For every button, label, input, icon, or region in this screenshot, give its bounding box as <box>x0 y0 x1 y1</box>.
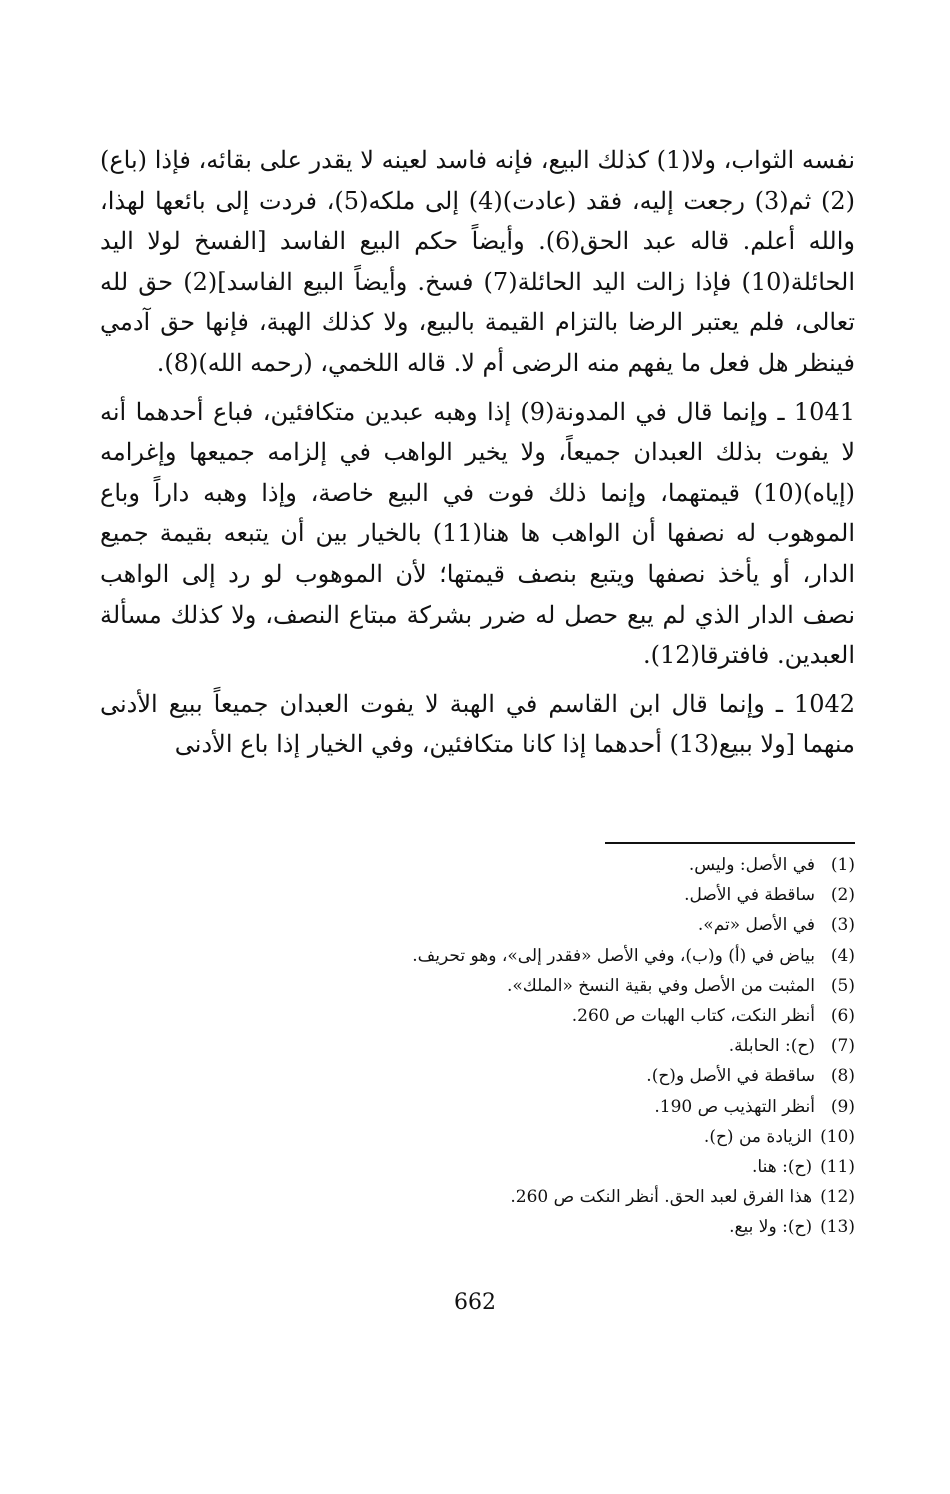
paragraph-number: 1041 ـ <box>777 397 855 426</box>
footnote <box>155 941 855 971</box>
footnote <box>155 850 855 880</box>
footnote-number: (3) <box>830 915 855 936</box>
footnote-text: (ح): الحابلة. <box>728 1036 815 1057</box>
footnote-text: المثبت من الأصل وفي بقية النسخ «الملك». <box>506 975 815 996</box>
paragraph-text: وإنما قال في المدونة(9) إذا وهبه عبدين متكافئين، فباع أحدهما أنه لا يفوت بذلك العبدان جميعاً، ولا يخير الواهب في إلزامه جميعها وإغرامه (إياه)(10) قيمتهما، وإنما ذلك فوت في البيع خاصة، وإذا وهبه داراً وباع الموهوب له نصفها أن الواهب ها هنا(11) بالخيار بين أن يتبعه بقيمة جميع الدار، أو يأخذ نصفها ويتبع بنصف قيمتها؛ لأن الموهوب لو رد إلى الواهب نصف الدار الذي لم يبع حصل له ضرر بشركة مبتاع النصف، ولا كذلك مسألة العبدين. فافترقا(12). <box>100 397 856 670</box>
paragraph-1041 <box>100 392 855 676</box>
footnote-number: (2) <box>830 885 855 906</box>
footnote-divider <box>605 842 855 844</box>
paragraph-text: نفسه الثواب، ولا(1) كذلك البيع، فإنه فاسد لعينه لا يقدر على بقائه، فإذا (باع)(2) ثم(3) رجعت إليه، فقد (عادت)(4) إلى ملكه(5)، فردت إلى بائعها لهذا، والله أعلم. قاله عبد الحق(6). وأيضاً حكم البيع الفاسد [الفسخ لولا اليد الحائلة(10) فإذا زالت اليد الحائلة(7) فسخ. وأيضاً البيع الفاسد](2) حق لله تعالى، فلم يعتبر الرضا بالتزام القيمة بالبيع، ولا كذلك الهبة، فإنها حق آدمي فينظر هل فعل ما يفهم منه الرضى أم لا. قاله اللخمي، (رحمه الله)(8). <box>100 146 856 377</box>
footnote <box>155 971 855 1001</box>
footnote-text: أنظر التهذيب ص 190. <box>654 1096 815 1117</box>
footnote-number: (5) <box>830 975 855 996</box>
paragraph-text: وإنما قال ابن القاسم في الهبة لا يفوت العبدان جميعاً ببيع الأدنى منهما [ولا ببيع(13) أحدهما إذا كانا متكافئين، وفي الخيار إذا باع الأدنى <box>100 689 855 759</box>
footnote-text: هذا الفرق لعبد الحق. أنظر النكت ص 260. <box>510 1187 813 1208</box>
footnote <box>155 1001 855 1031</box>
footnote-number: (8) <box>830 1066 855 1087</box>
main-text <box>100 140 855 765</box>
footnote-number: (4) <box>830 945 855 966</box>
page-number: 662 <box>454 1290 496 1315</box>
footnote-number: (6) <box>830 1006 855 1027</box>
footnotes-list <box>155 850 855 1243</box>
footnote-text: الزيادة من (ح). <box>703 1126 813 1147</box>
footnote <box>155 1122 855 1152</box>
footnote-number: (11) <box>820 1157 855 1178</box>
footnote-text: أنظر النكت، كتاب الهبات ص 260. <box>571 1006 815 1027</box>
footnote-text: ساقطة في الأصل. <box>684 885 815 906</box>
footnote <box>155 1031 855 1061</box>
footnote-text: (ح): هنا. <box>752 1157 813 1178</box>
footnote <box>155 1092 855 1122</box>
footnote-number: (12) <box>820 1187 855 1208</box>
paragraph-1042 <box>100 684 855 765</box>
footnote <box>155 1212 855 1242</box>
footnote <box>155 880 855 910</box>
paragraph-number: 1042 ـ <box>775 689 855 718</box>
footnote-text: ساقطة في الأصل و(ح). <box>646 1066 815 1087</box>
footnote <box>155 1152 855 1182</box>
footnote-text: في الأصل «تم». <box>697 915 815 936</box>
footnote-number: (9) <box>830 1096 855 1117</box>
paragraph-intro <box>100 140 855 384</box>
footnote-text: في الأصل: وليس. <box>688 855 815 875</box>
footnote-number: (7) <box>830 1036 855 1057</box>
footnote <box>155 910 855 940</box>
footnote <box>155 1061 855 1091</box>
footnote-text: (ح): ولا بيع. <box>729 1217 813 1238</box>
footnote-number: (13) <box>820 1217 855 1238</box>
footnote <box>155 1182 855 1212</box>
footnote-number: (1) <box>830 855 855 875</box>
footnote-text: بياض في (أ) و(ب)، وفي الأصل «فقدر إلى»، وهو تحريف. <box>412 945 815 966</box>
footnote-number: (10) <box>820 1126 855 1147</box>
